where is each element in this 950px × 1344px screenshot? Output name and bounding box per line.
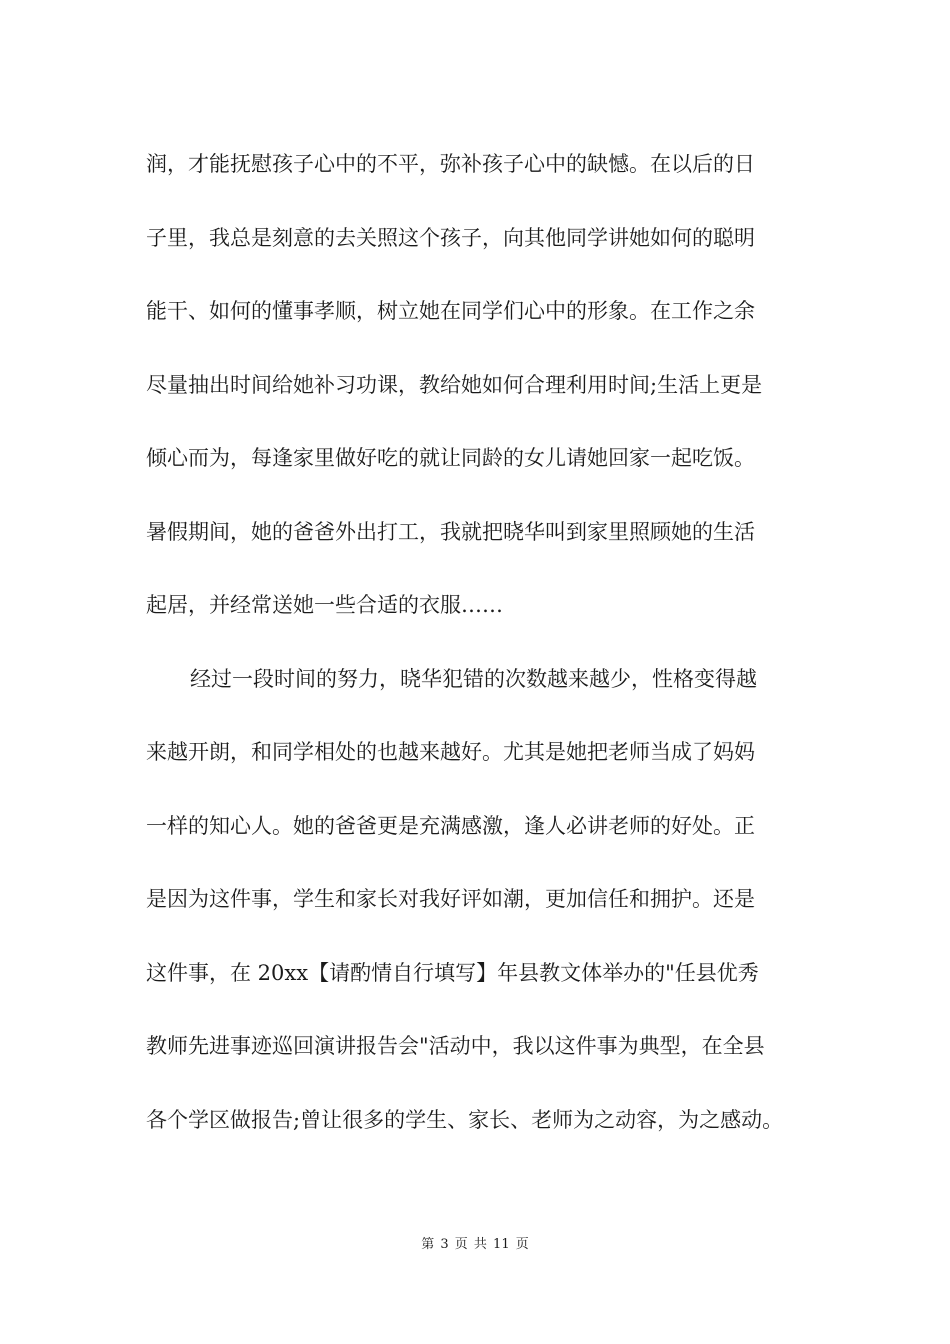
text-line: 来越开朗，和同学相处的也越来越好。尤其是她把老师当成了妈妈 [146,740,755,764]
text-line: 一样的知心人。她的爸爸更是充满感激，逢人必讲老师的好处。正 [146,813,755,838]
text-line: 各个学区做报告;曾让很多的学生、家长、老师为之动容，为之感动。 [146,1107,784,1132]
text-line: 这件事，在 20xx【请酌情自行填写】年县教文体举办的"任县优秀 [146,960,759,985]
text-line: 能干、如何的懂事孝顺，树立她在同学们心中的形象。在工作之余 [146,299,755,323]
text-line: 润，才能抚慰孩子心中的不平，弥补孩子心中的缺憾。在以后的日 [146,152,755,176]
document-body [146,128,826,1157]
text-line: 倾心而为，每逢家里做好吃的就让同龄的女儿请她回家一起吃饭。 [146,446,755,470]
text-line: 是因为这件事，学生和家长对我好评如潮，更加信任和拥护。还是 [146,887,755,911]
paragraph-first-line: 经过一段时间的努力，晓华犯错的次数越来越少，性格变得越 [190,666,757,691]
text-line: 起居，并经常送她一些合适的衣服…… [146,593,503,617]
text-line: 暑假期间，她的爸爸外出打工，我就把晓华叫到家里照顾她的生活 [146,519,755,544]
text-line: 子里，我总是刻意的去关照这个孩子，向其他同学讲她如何的聪明 [146,225,755,250]
page-number-footer: 第 3 页 共 11 页 [421,1237,529,1252]
text-line: 教师先进事迹巡回演讲报告会"活动中，我以这件事为典型，在全县 [146,1034,765,1058]
text-line: 尽量抽出时间给她补习功课，教给她如何合理利用时间;生活上更是 [146,372,763,397]
